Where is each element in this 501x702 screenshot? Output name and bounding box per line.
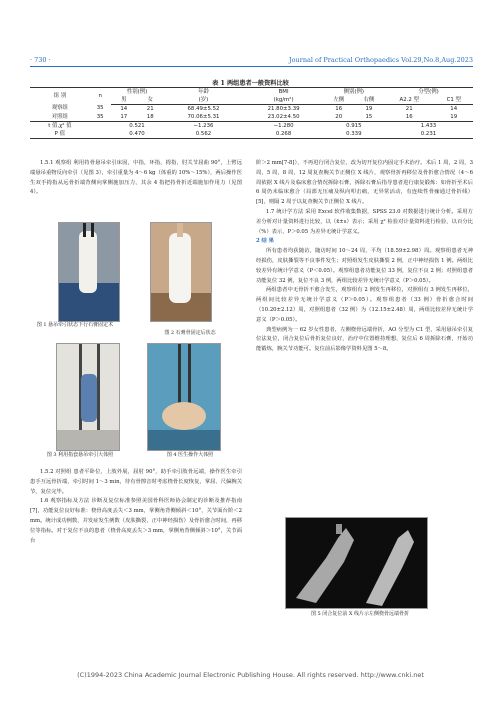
- para-observation-indices: 1.6 观察指标及方法 诊断及复位标准参照美国骨科医师协会制定的诊断及推荐指南[7]，功能复位良好标准：桡骨高度丢失＜3 mm，掌侧角背侧倾斜＜10°，关节面台阶＜2 mm。统计成功例数，并发症发生例数（皮肤撕裂，正中神经损伤）及骨折愈合时间，再移位等指标。对于复位不良的患者（桡骨高度丢失＞3 mm，掌侧角背侧倾斜＞10°，关节面台: [30, 498, 242, 544]
- right-column: [256, 159, 473, 355]
- th-side: 侧别(例): [324, 88, 384, 97]
- th-age-unit: (岁): [163, 96, 243, 105]
- th-right: 右侧: [354, 96, 384, 105]
- figure-3-caption: 图 3 利用指套悬吊牵引大体照: [46, 452, 114, 458]
- table-row: t 值,χ² 值 0.521 −1.236 −1.280 0.915 1.433: [48, 122, 437, 129]
- figure-1-caption: 图 1 悬吊牵引状态下行石膏固定术: [36, 322, 114, 328]
- th-sex: 性别(例): [111, 88, 164, 97]
- section-results-heading: 2 结 果: [256, 238, 274, 245]
- data-table: [30, 87, 473, 139]
- para-control-group: 1.5.2 对照组 患者平卧位，上肢外展，屈肘 90°，助手牵引肢骨远端，操作医生牵引患手互远骨折端，牵引时间 1～3 min，待有骨擦音时考虑桡骨长度恢复，掌屈、尺偏腕关节，复位完毕。: [30, 469, 242, 495]
- para-results-2: 两组患者中无骨折不愈合发生，观察组有 2 例发生再移位，对照组有 3 例发生再移位，两组间比较差异无统计学意义（P＞0.05）。观察组患者（33 例）骨折愈合时间（10.20±2.12）周，对照组患者（32 例）为（12.15±2.48）周，两组比较差异无统计学意义（P＞0.05）。: [256, 287, 473, 323]
- figure-4-image: [147, 343, 221, 451]
- th-group: 组 别: [30, 88, 90, 105]
- figure-2-caption: 图 2 石膏骨固定后状态: [164, 330, 216, 336]
- page-number: · 730 ·: [30, 56, 51, 64]
- para-observation-group: 1.5.1 观察组 利用持骨悬吊牵引床固，中指，环指，拇指，肘关节屈曲 90°，上臂远端悬吊重物反向牵引（见图 3），牵引重量为 4～6 kg（体重的 10%～15%），两后操作医生双手拇指从远骨折端背侧向掌侧施加压力，其余 4 指把持骨折近端施加作用力（见图 4）。: [30, 160, 242, 196]
- table-caption: 表 1 两组患者一般资料比较: [212, 80, 289, 87]
- th-bmi-unit: (kg/m²): [244, 96, 324, 105]
- figure-2-image: [150, 222, 212, 322]
- th-n: n: [90, 88, 111, 105]
- para-followup: 阶＞2 mm[7-8]），不再进行闭合复位，改为切开复位内固定手术治疗。术后 1 周，2 周，3 周，5 周，8 周，12 周复查腕关节正侧位 X 线片，观察骨折再移位及骨折愈合情况（4～6 周依据 X 线片及临床愈合情况拆除石膏，拆除石膏后指导患者进行康复锻炼：如骨折至术后 6 周仍未临床愈合（局部无压痛及纵向叩击痛，无异常活动，有连续性骨痂通过骨折线）[5]，则隔 2 周于以复查腕关节正侧位 X 线片。: [256, 160, 473, 206]
- th-a2: A2.2 型: [384, 96, 434, 105]
- table-row: 观察组 35 14 21 68.49±5.52 21.80±3.39 16 19 21 14: [51, 105, 458, 112]
- para-typical-case: 典型病例为一 62 岁女性患者，左侧桡骨远端骨折，AO 分型为 C1 型，采用悬吊牵引复位法复位，闭合复位后骨折复位良好，治疗中位置维持理想，复位后 6 周拆除石膏，开始功能锻炼，腕关节功能可。复位前后影像学资料见图 5～8。: [256, 326, 473, 353]
- th-bmi: BMI: [244, 88, 324, 97]
- figure-5-xray-image: [285, 517, 428, 609]
- figure-4-caption: 图 4 医生操作大体照: [166, 452, 214, 458]
- left-column-bottom: [30, 468, 242, 546]
- th-female: 女: [137, 96, 163, 105]
- th-left: 左侧: [324, 96, 354, 105]
- para-results-1: 所有患者均获随访，随访时间 10～24 周，平均（18.59±2.98）周。观察组患者无神经损伤，皮肤撕裂等不良事件发生；对照组发生皮肤撕裂 2 例，正中神经损伤 1 例。两组比较差异有统计学意义（P＜0.05）。观察组患者功能复位 33 例，复位不良 2 例；对照组患者功能复位 32 例，复位不良 3 例，两组比较差异无统计学意义（P＞0.05）。: [256, 248, 473, 284]
- table-row: P 值 0.470 0.562 0.268 0.339 0.231: [30, 130, 473, 139]
- journal-header: Journal of Practical Orthopaedics Vol.29,No.8,Aug.2023: [289, 56, 473, 64]
- figure-5-caption: 图 5 闭合复位前 X 线片示左侧桡骨远端骨折: [310, 611, 410, 617]
- th-c1: C1 型: [434, 96, 473, 105]
- th-age: 年龄: [163, 88, 243, 97]
- th-male: 男: [111, 96, 137, 105]
- header-rule: [30, 66, 473, 67]
- th-type: 分型(例): [384, 88, 473, 97]
- figure-1-image: [58, 222, 120, 322]
- figure-3-image: [56, 343, 120, 451]
- table-row: 对照组 35 17 18 70.06±5.31 23.02±4.50 20 15 16 19: [30, 113, 473, 122]
- para-statistics: 1.7 统计学方法 采用 Excel 软件收集数据，SPSS 23.0 对数据进行统计分析。采用方差分析对计量资料进行比较，以（x̄±s）表示；采用 χ² 检验对计量资料进行检验，以百分比（%）表示，P＞0.05 为差异无统计学意义。: [256, 208, 473, 235]
- copyright-footer: (C)1994-2023 China Academic Journal Electronic Publishing House. All rights reserved. http://www.cnki.net: [77, 671, 424, 679]
- left-column-top: [30, 159, 242, 198]
